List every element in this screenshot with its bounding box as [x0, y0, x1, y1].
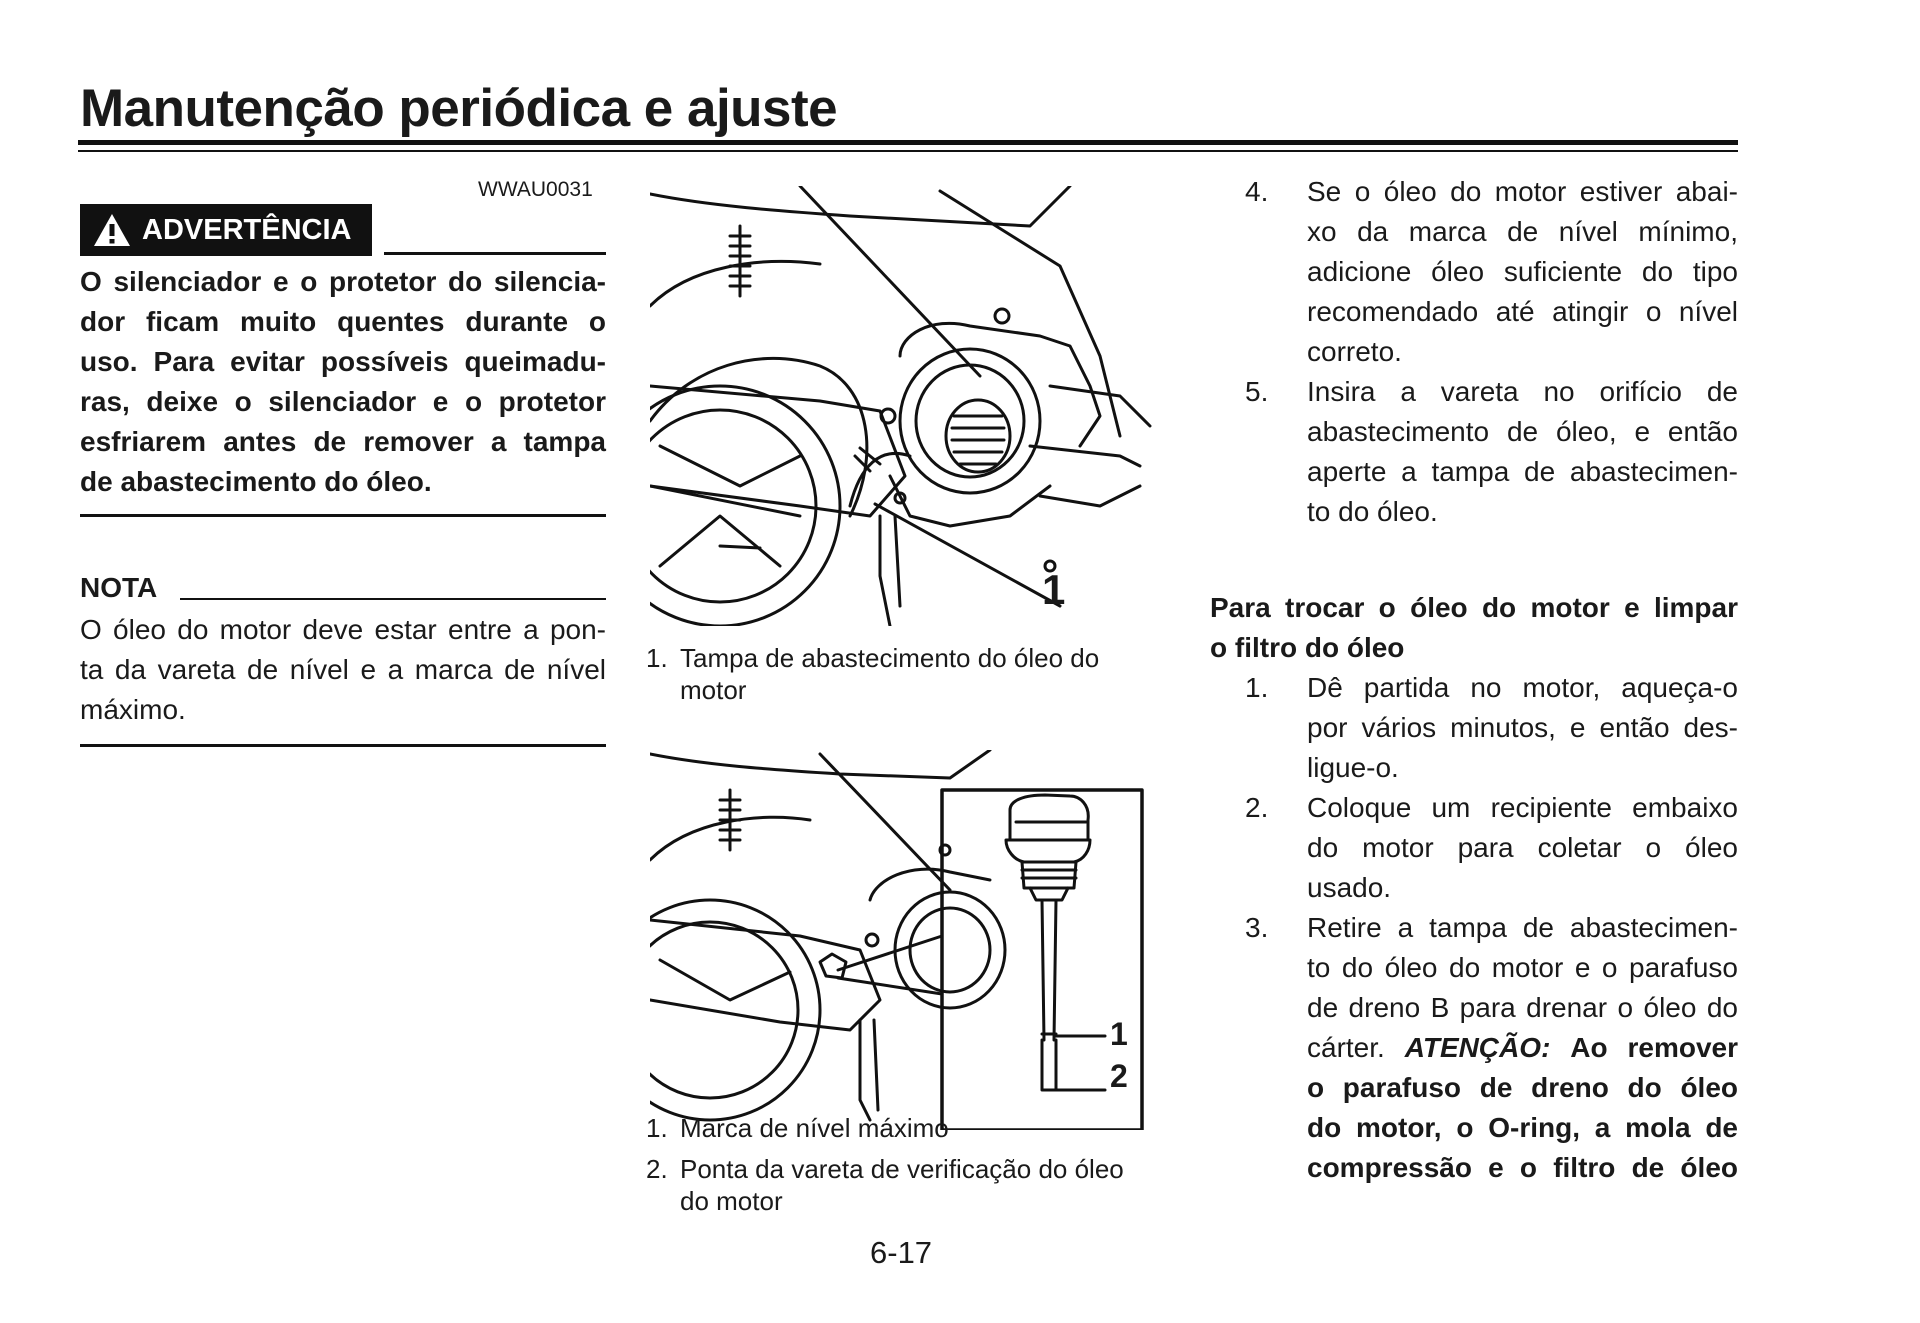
- figure1-callout: 1: [1042, 566, 1066, 613]
- step-line: adicione óleo suficiente do tipo: [1307, 256, 1738, 287]
- note-label: NOTA: [80, 572, 158, 603]
- page-title: Manutenção periódica e ajuste: [80, 79, 838, 138]
- note-bottom-rule: [80, 744, 606, 747]
- page-number: 6-17: [870, 1235, 933, 1270]
- figure2-callout-1: 1: [1110, 1016, 1128, 1052]
- step-line: Insira a vareta no orifício de: [1307, 376, 1738, 407]
- dipstick-level-illustration: [650, 750, 1170, 1130]
- warning-line: esfriarem antes de remover a tampa: [80, 426, 606, 457]
- note-text: [80, 610, 606, 730]
- step-line: por vários minutos, e então des-: [1307, 712, 1738, 743]
- warning-underline: [384, 252, 606, 255]
- step-line: de dreno B para drenar o óleo do: [1307, 992, 1738, 1023]
- warning-code: WWAU0031: [478, 178, 593, 201]
- warning-line: ras, deixe o silenciador e o protetor: [80, 386, 606, 417]
- step-line: aperte a tampa de abastecimen-: [1307, 456, 1738, 487]
- step-line: to do óleo.: [1307, 496, 1438, 527]
- warning-line: dor ficam muito quentes durante o: [80, 306, 606, 337]
- step-line: recomendado até atingir o nível: [1307, 296, 1738, 327]
- attention-label: ATENÇÃO:: [1404, 1032, 1551, 1063]
- warning-text: [80, 262, 606, 502]
- step-number: 2.: [1245, 792, 1269, 823]
- warning-line: de abastecimento do óleo.: [80, 466, 432, 497]
- step-line: abastecimento de óleo, e então: [1307, 416, 1738, 447]
- step-line: Retire a tampa de abastecimen-: [1307, 912, 1738, 943]
- step-number: 1.: [1245, 672, 1269, 703]
- attention-line: do motor, o O-ring, a mola de: [1307, 1112, 1738, 1143]
- warning-box: [80, 204, 372, 256]
- figure2-callout-2: 2: [1110, 1058, 1128, 1094]
- header-rule-thick: [78, 140, 1738, 145]
- warning-line: O silenciador e o protetor do silencia-: [80, 266, 606, 297]
- step-line: do motor para coletar o óleo: [1307, 832, 1738, 863]
- step-line: Dê partida no motor, aqueça-o: [1307, 672, 1738, 703]
- warning-triangle-icon: [92, 212, 132, 248]
- warning-bottom-rule: [80, 514, 606, 517]
- warning-label: ADVERTÊNCIA: [142, 213, 352, 246]
- attention-text: Ao remover: [1570, 1032, 1738, 1063]
- attention-line: compressão e o filtro de óleo: [1307, 1152, 1738, 1183]
- section-heading-line: Para trocar o óleo do motor e limpar: [1210, 592, 1738, 623]
- caption-text: Marca de nível máximo: [680, 1113, 949, 1143]
- note-underline: [180, 598, 606, 600]
- step-line: [1307, 1028, 1738, 1068]
- figure2-caption: [646, 1112, 1124, 1217]
- step-line: usado.: [1307, 872, 1392, 903]
- section-heading: [1210, 588, 1738, 668]
- step-line: Coloque um recipiente embaixo: [1307, 792, 1738, 823]
- step-line: xo da marca de nível mínimo,: [1307, 216, 1738, 247]
- caption-number: 2.: [646, 1154, 668, 1184]
- caption-text: do motor: [680, 1186, 783, 1216]
- attention-line: o parafuso de dreno do óleo: [1307, 1072, 1738, 1103]
- note-line: ta da vareta de nível e a marca de nível: [80, 654, 606, 685]
- step-number: 5.: [1245, 376, 1269, 407]
- step-number: 4.: [1245, 176, 1269, 207]
- note-line: O óleo do motor deve estar entre a pon-: [80, 614, 606, 645]
- step-number: 3.: [1245, 912, 1269, 943]
- step-text: cárter.: [1307, 1032, 1385, 1063]
- section-heading-line: o filtro do óleo: [1210, 632, 1405, 663]
- step-line: correto.: [1307, 336, 1402, 367]
- caption-number: 1.: [646, 643, 668, 673]
- warning-line: uso. Para evitar possíveis queimadu-: [80, 346, 606, 377]
- note-line: máximo.: [80, 694, 186, 725]
- caption-text: Tampa de abastecimento do óleo do: [680, 643, 1100, 673]
- caption-number: 1.: [646, 1113, 668, 1143]
- caption-text: motor: [680, 675, 747, 705]
- step-line: ligue-o.: [1307, 752, 1399, 783]
- step-line: Se o óleo do motor estiver abai-: [1307, 176, 1738, 207]
- caption-text: Ponta da vareta de verificação do óleo: [680, 1154, 1124, 1184]
- oil-filler-cap-illustration: [650, 186, 1170, 626]
- figure1-caption: [646, 642, 1099, 706]
- step-line: to do óleo do motor e o parafuso: [1307, 952, 1738, 983]
- header-rule-thin: [78, 150, 1738, 152]
